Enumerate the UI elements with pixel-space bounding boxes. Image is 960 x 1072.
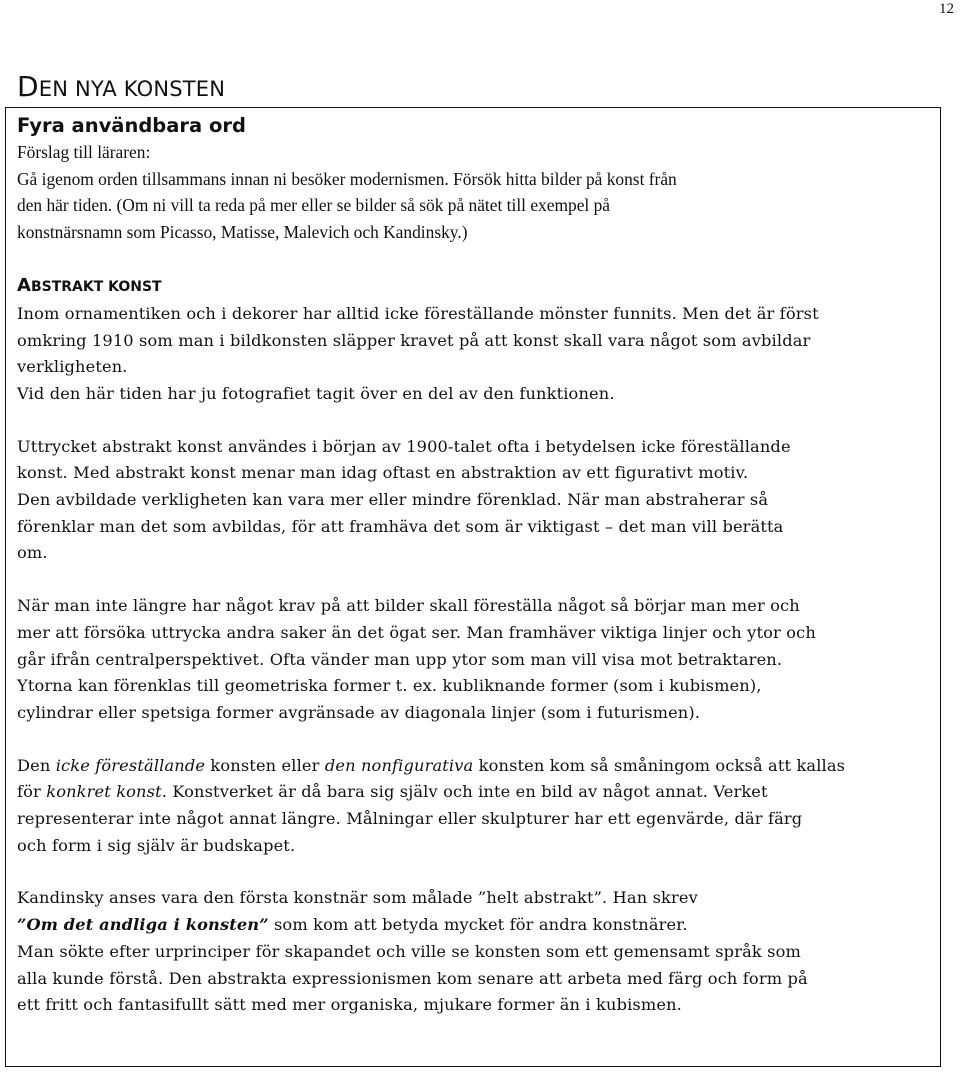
p1-line-4: Vid den här tiden har ju fotografiet tagit över en del av den funktionen. xyxy=(17,383,615,403)
spacer xyxy=(17,859,932,885)
p3-line-4: Ytorna kan förenklas till geometriska former t. ex. kubliknande former (som i kubismen), xyxy=(17,676,762,696)
p3-line-3: går ifrån centralperspektivet. Ofta vänder man upp ytor som man vill visa mot betraktaren. xyxy=(17,649,783,669)
p1-line-2: omkring 1910 som man i bildkonsten släpper kravet på att konst skall vara något som avbildar xyxy=(17,330,811,350)
p3-line-1: När man inte längre har något krav på att bilder skall föreställa något så börjar man mer och xyxy=(17,596,800,616)
p5-line-3: Man sökte efter urprinciper för skapandet och ville se konsten som ett gemensamt språk som xyxy=(17,941,801,961)
abstract-heading-rest: BSTRAKT KONST xyxy=(30,278,162,295)
text-run: Den xyxy=(17,755,56,775)
spacer xyxy=(17,246,932,272)
page-number: 12 xyxy=(939,1,954,17)
p2-line-2: konst. Med abstrakt konst menar man idag oftast en abstraktion av ett figurativt motiv. xyxy=(17,463,749,483)
p2-line-1: Uttrycket abstrakt konst användes i början av 1900-talet ofta i betydelsen icke föreställande xyxy=(17,436,791,456)
section-heading: Fyra användbara ord xyxy=(17,114,246,137)
abstract-heading xyxy=(17,272,932,301)
p2-line-4: förenklar man det som avbildas, för att framhäva det som är viktigast – det man vill berätta xyxy=(17,516,784,536)
p3-line-2: mer att försöka uttrycka andra saker än det ögat ser. Man framhäver viktiga linjer och ytor och xyxy=(17,622,816,642)
spacer xyxy=(17,727,932,753)
abstract-body xyxy=(17,301,932,1019)
term-nonfigurativa: den nonfigurativa xyxy=(324,755,474,775)
chapter-title xyxy=(17,70,225,106)
text-run: konsten eller xyxy=(205,755,325,775)
p4-line-1 xyxy=(17,753,932,780)
spacer xyxy=(17,567,932,593)
p2-line-3: Den avbildade verkligheten kan vara mer eller mindre förenklad. När man abstraherar så xyxy=(17,490,769,510)
chapter-title-initial: D xyxy=(17,70,39,103)
text-run: för xyxy=(17,782,47,802)
p5-line-5: ett fritt och fantasifullt sätt med mer organiska, mjukare former än i kubismen. xyxy=(17,995,682,1015)
intro-line-2: den här tiden. (Om ni vill ta reda på mer eller se bilder så sök på nätet till exempel på xyxy=(17,195,611,216)
p1-line-3: verkligheten. xyxy=(17,357,128,377)
p5-line-1: Kandinsky anses vara den första konstnär som målade ”helt abstrakt”. Han skrev xyxy=(17,888,698,908)
text-run: som kom att betyda mycket för andra konstnärer. xyxy=(268,915,688,935)
p4-line-2 xyxy=(17,779,932,806)
content xyxy=(17,112,932,1019)
teacher-label: Förslag till läraren: xyxy=(17,142,151,162)
intro-line-1: Gå igenom orden tillsammans innan ni besöker modernismen. Försök hitta bilder på konst från xyxy=(17,168,677,189)
term-konkret-konst: konkret konst xyxy=(46,782,162,802)
p5-line-2 xyxy=(17,912,932,939)
p5-line-4: alla kunde förstå. Den abstrakta expressionismen kom senare att arbeta med färg och form på xyxy=(17,968,808,988)
abstract-heading-initial: A xyxy=(17,274,31,296)
book-title: ”Om det andliga i konsten” xyxy=(17,915,269,935)
text-run: . Konstverket är då bara sig själv och inte en bild av något annat. Verket xyxy=(161,782,768,802)
p2-line-5: om. xyxy=(17,543,48,563)
intro-line-3: konstnärsnamn som Picasso, Matisse, Malevich och Kandinsky.) xyxy=(17,222,468,243)
p1-line-1: Inom ornamentiken och i dekorer har alltid icke föreställande mönster funnits. Men det är först xyxy=(17,303,819,323)
term-icke-forestallande: icke föreställande xyxy=(55,755,206,775)
spacer xyxy=(17,408,932,434)
p3-line-5: cylindrar eller spetsiga former avgränsade av diagonala linjer (som i futurismen). xyxy=(17,702,701,722)
text-run: konsten kom så småningom också att kallas xyxy=(473,755,846,775)
chapter-title-rest: EN NYA KONSTEN xyxy=(38,77,226,101)
p4-line-3: representerar inte något annat längre. Målningar eller skulpturer har ett egenvärde, där färg xyxy=(17,809,803,829)
p4-line-4: och form i sig själv är budskapet. xyxy=(17,835,296,855)
